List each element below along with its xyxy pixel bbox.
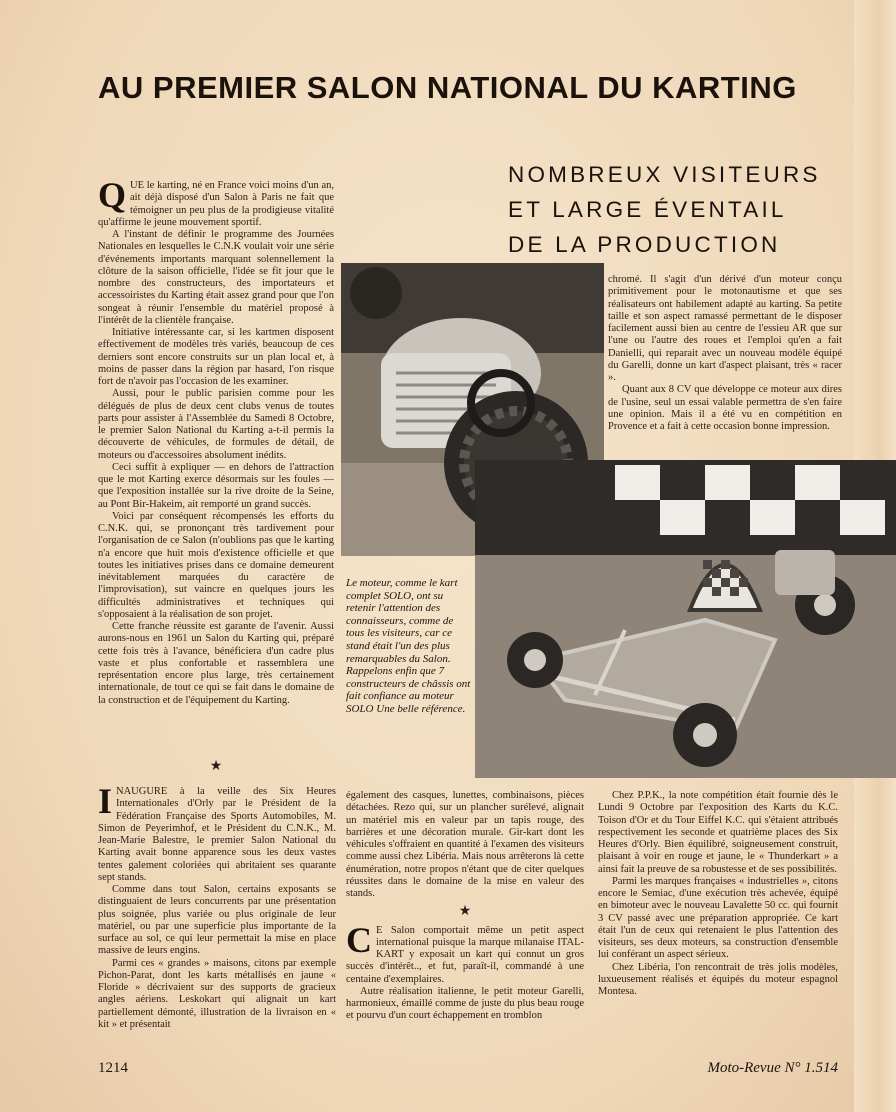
paragraph: chromé. Il s'agit d'un dérivé d'un moteur conçu primitivement pour le motonautisme et que ses réalisateurs ont habilement adapté au karting. Sa petite taille et son aspect ramassé permettant de le disposer facilement aussi bien au centre de l'essieu AR que sur l'une ou l'autre des roues et l'emploi qu'en a fait Danielli, qui reparait avec un nouveau modèle équipé du Garelli, donne un kart d'aspect plaisant, très « racer ». <box>608 274 842 383</box>
paragraph: Ceci suffit à expliquer — en dehors de l'attraction que le mot Karting exerce désormais sur les foules — que l'exposition installée sur la rive droite de la Seine, au Pont Bir-Hakeim, ait remporté un grand succès. <box>98 461 334 510</box>
paragraph: UE le karting, né en France voici moins d'un an, ait déjà disposé d'un Salon à Paris ne fait que témoigner un peu plus de la prodigieuse vitalité qu'affirme le jeune mouvement sportif. <box>98 180 334 228</box>
magazine-issue: Moto-Revue N° 1.514 <box>707 1060 838 1076</box>
paragraph: E Salon comportait même un petit aspect international puisque la marque milanaise ITAL-KART y exposait un kart qui connut un gros succès d'intérêt.., et fut, paraît-il, commandé à une centaine d'exemplaires. <box>346 924 584 985</box>
article-column-bottom-left <box>98 786 336 1046</box>
paragraph: Quant aux 8 CV que développe ce moteur aux dires de l'usine, seul un essai valable permettra de s'en faire une opinion. Mais il a été vu en compétition en Provence et a fait à cette occasion bonne impression. <box>608 384 842 432</box>
paragraph: Initiative intéressante car, si les kartmen disposent effectivement de modèles très variés, beaucoup de ces derniers sont encore construits sur un plan local et, à moins de passer dans la région par hasard, l'on risque fort de n'avoir pas l'occasion de les examiner. <box>98 327 334 387</box>
article-column-right-top <box>608 274 842 444</box>
paragraph: Chez P.P.K., la note compétition était fournie dès le Lundi 9 Octobre par l'exposition des Karts du K.C. Toison d'Or et du Tour Eiffel K.C. qui s'étaient attribués respectivement les seconde et quatrième places des Six Heures d'Orly. Bien équilibré, soigneusement construit, plaisant à voir en rouge et jaune, le « Thunderkart » a ainsi fait la preuve de sa robustesse et de ses possibilités. <box>598 790 838 875</box>
kart-photo <box>475 460 896 778</box>
kart-photo-art <box>475 460 896 778</box>
paragraph: Parmi ces « grandes » maisons, citons par exemple Pichon-Parat, dont les karts métallisés en jaune « Floride » décrivaient sur des supports de gracieux angles aériens. Leskokart qui alignait un kart partiellement démonté, illustration de la livraison en « kit » et présentait <box>98 957 336 1030</box>
article-column-bottom-right <box>598 790 838 1046</box>
dropcap: C <box>346 919 372 960</box>
section-star: ★ <box>209 759 223 774</box>
paragraph: également des casques, lunettes, combinaisons, pièces détachées. Rezo qui, sur un plancher surélevé, alignait un matériel mis en valeur par un tapis rouge, des barrières et une décoration murale. Gir-kart dont les véhicules s'offraient en quantité à l'examen des visiteurs comme aussi chez Libéria. Mais nous arrêterons là cette énumération, notre propos n'étant que de citer quelques réussites dans le domaine de la mise en valeur des stands. <box>346 790 584 899</box>
paragraph: Comme dans tout Salon, certains exposants se distinguaient de leurs concurrents par une présentation plus soignée, plus variée ou plus originale de leur matériel, ou par une superficie plus importante de la surface au sol, ce qui leur permettait la mise en place massive de leurs engins. <box>98 884 336 957</box>
paragraph: NAUGURE à la veille des Six Heures Internationales d'Orly par le Président de la Fédération Française des Sports Automobiles, M. Simon de Peyerimhof, et le Président du C.N.K., M. Jean-Marie Balestre, le premier Salon National du Karting avait bonne apparence sous les deux vastes tentes galement coloriées qui abritaient ses quarante sept stands. <box>98 786 336 883</box>
article-column-bottom-middle <box>346 790 584 1046</box>
paragraph: Chez Libéria, l'on rencontrait de très jolis modèles, luxueusement réalisés et équipés du moteur espagnol Montesa. <box>598 961 838 997</box>
section-star: ★ <box>458 904 472 920</box>
subhead-line: ET LARGE ÉVENTAIL <box>508 197 787 222</box>
dropcap: I <box>98 786 113 821</box>
paragraph: Autre réalisation italienne, le petit moteur Garelli, harmonieux, émaillé comme de juste du plus beau rouge et pourvu d'un court échappement en tromblon <box>346 985 584 1022</box>
paragraph: Voici par conséquent récompensés les efforts du C.N.K. qui, se prononçant très tardivement pour l'organisation de ce Salon (n'oublions pas que le karting n'a encore que huit mois d'existence officielle et que toutes les initiatives prises dans ce domaine demeurent inévitablement marquées du caractère de l'improvisation), sut vaincre en quelques jours les difficultés administratives et techniques qui s'opposaient à la réalisation de son projet. <box>98 510 334 620</box>
paragraph: A l'instant de définir le programme des Journées Nationales en lesquelles le C.N.K voulait voir une série d'événements importants marquant solennellement la clôture de la saison officielle, l'idée se fit jour que le nombre des constructeurs, des importateurs et accessoiristes du Karting était assez grand pour que l'on songeat à réunir l'ensemble du matériel proposé à l'intérêt de la clientèle française. <box>98 229 334 326</box>
paragraph: Aussi, pour le public parisien comme pour les délégués de plus de deux cent clubs venus de toutes parts pour assister à l'Assemblée du Samedi 8 Octobre, le premier Salon National du Karting a-t-il permis la découverte de véhicules, de formules de détail, de moteurs ou d'accessoires absolument inédits. <box>98 388 334 461</box>
photo-caption: Le moteur, comme le kart complet SOLO, ont su retenir l'attention des connaisseurs, comme de tous les visiteurs, car ce stand était l'un des plus remarquables du Salon. Rappelons enfin que 7 constructeurs de châssis ont fait confiance au moteur SOLO Une belle référence. <box>346 577 471 715</box>
subhead-line: DE LA PRODUCTION <box>508 232 781 257</box>
headline: AU PREMIER SALON NATIONAL DU KARTING <box>98 70 797 105</box>
article-column-left <box>98 180 334 780</box>
subhead <box>508 157 848 262</box>
paragraph: Cette franche réussite est garante de l'avenir. Aussi aurons-nous en 1961 un Salon du Karting qui, préparé cette fois très à l'avance, bénéficiera d'un cadre plus vaste et plus confortable et rassemblera une représentation encore plus large, très certainement internationale, de tout ce qui se fait dans le domaine de la construction et de l'équipement du Karting. <box>98 621 334 706</box>
subhead-line: NOMBREUX VISITEURS <box>508 162 821 187</box>
dropcap: Q <box>98 180 127 215</box>
page-number: 1214 <box>98 1060 128 1076</box>
paragraph: Parmi les marques françaises « industrielles », citons encore le Semiac, d'une exécution très achevée, équipé en bimoteur avec le nouveau Lavalette 50 cc. qui fournit 3 CV passé avec une préparation appropriée. Ce kart était l'un de ceux qui retenaient le plus l'attention des visiteurs, ses deux moteurs, sa construction d'ensemble lui conférant un aspect sérieux. <box>598 875 838 961</box>
